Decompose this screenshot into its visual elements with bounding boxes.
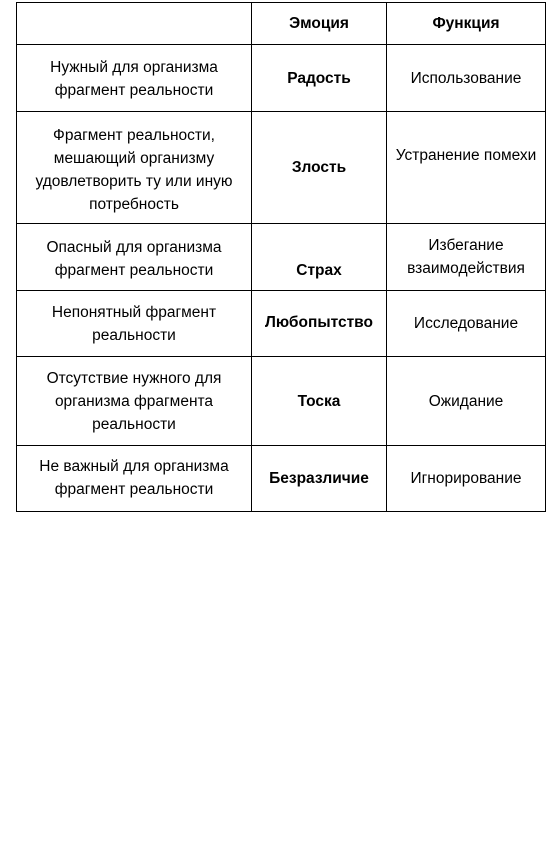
cell-emotion: Злость	[252, 112, 387, 224]
table-row	[17, 45, 546, 112]
cell-function: Игнорирование	[387, 446, 546, 512]
table-row	[17, 112, 546, 224]
header-description	[17, 3, 252, 45]
emotions-table	[16, 2, 546, 512]
cell-description: Не важный для организма фрагмент реальности	[17, 446, 252, 512]
cell-description: Фрагмент реальности, мешающий организму удовлетворить ту или иную потребность	[17, 112, 252, 224]
table-row	[17, 291, 546, 357]
table-row	[17, 224, 546, 291]
cell-function: Ожидание	[387, 357, 546, 446]
cell-function: Избегание взаимодействия	[387, 224, 546, 291]
cell-function: Устранение помехи	[387, 112, 546, 224]
cell-emotion: Безразличие	[252, 446, 387, 512]
cell-description: Непонятный фрагмент реальности	[17, 291, 252, 357]
cell-function: Исследование	[387, 291, 546, 357]
header-emotion: Эмоция	[252, 3, 387, 45]
cell-function: Использование	[387, 45, 546, 112]
table-row	[17, 357, 546, 446]
table-header-row	[17, 3, 546, 45]
cell-description: Нужный для организма фрагмент реальности	[17, 45, 252, 112]
header-function: Функция	[387, 3, 546, 45]
cell-description: Опасный для организма фрагмент реальности	[17, 224, 252, 291]
cell-emotion: Тоска	[252, 357, 387, 446]
cell-description: Отсутствие нужного для организма фрагмента реальности	[17, 357, 252, 446]
cell-emotion: Любопытство	[252, 291, 387, 357]
cell-emotion: Страх	[252, 224, 387, 291]
table-row	[17, 446, 546, 512]
cell-emotion: Радость	[252, 45, 387, 112]
